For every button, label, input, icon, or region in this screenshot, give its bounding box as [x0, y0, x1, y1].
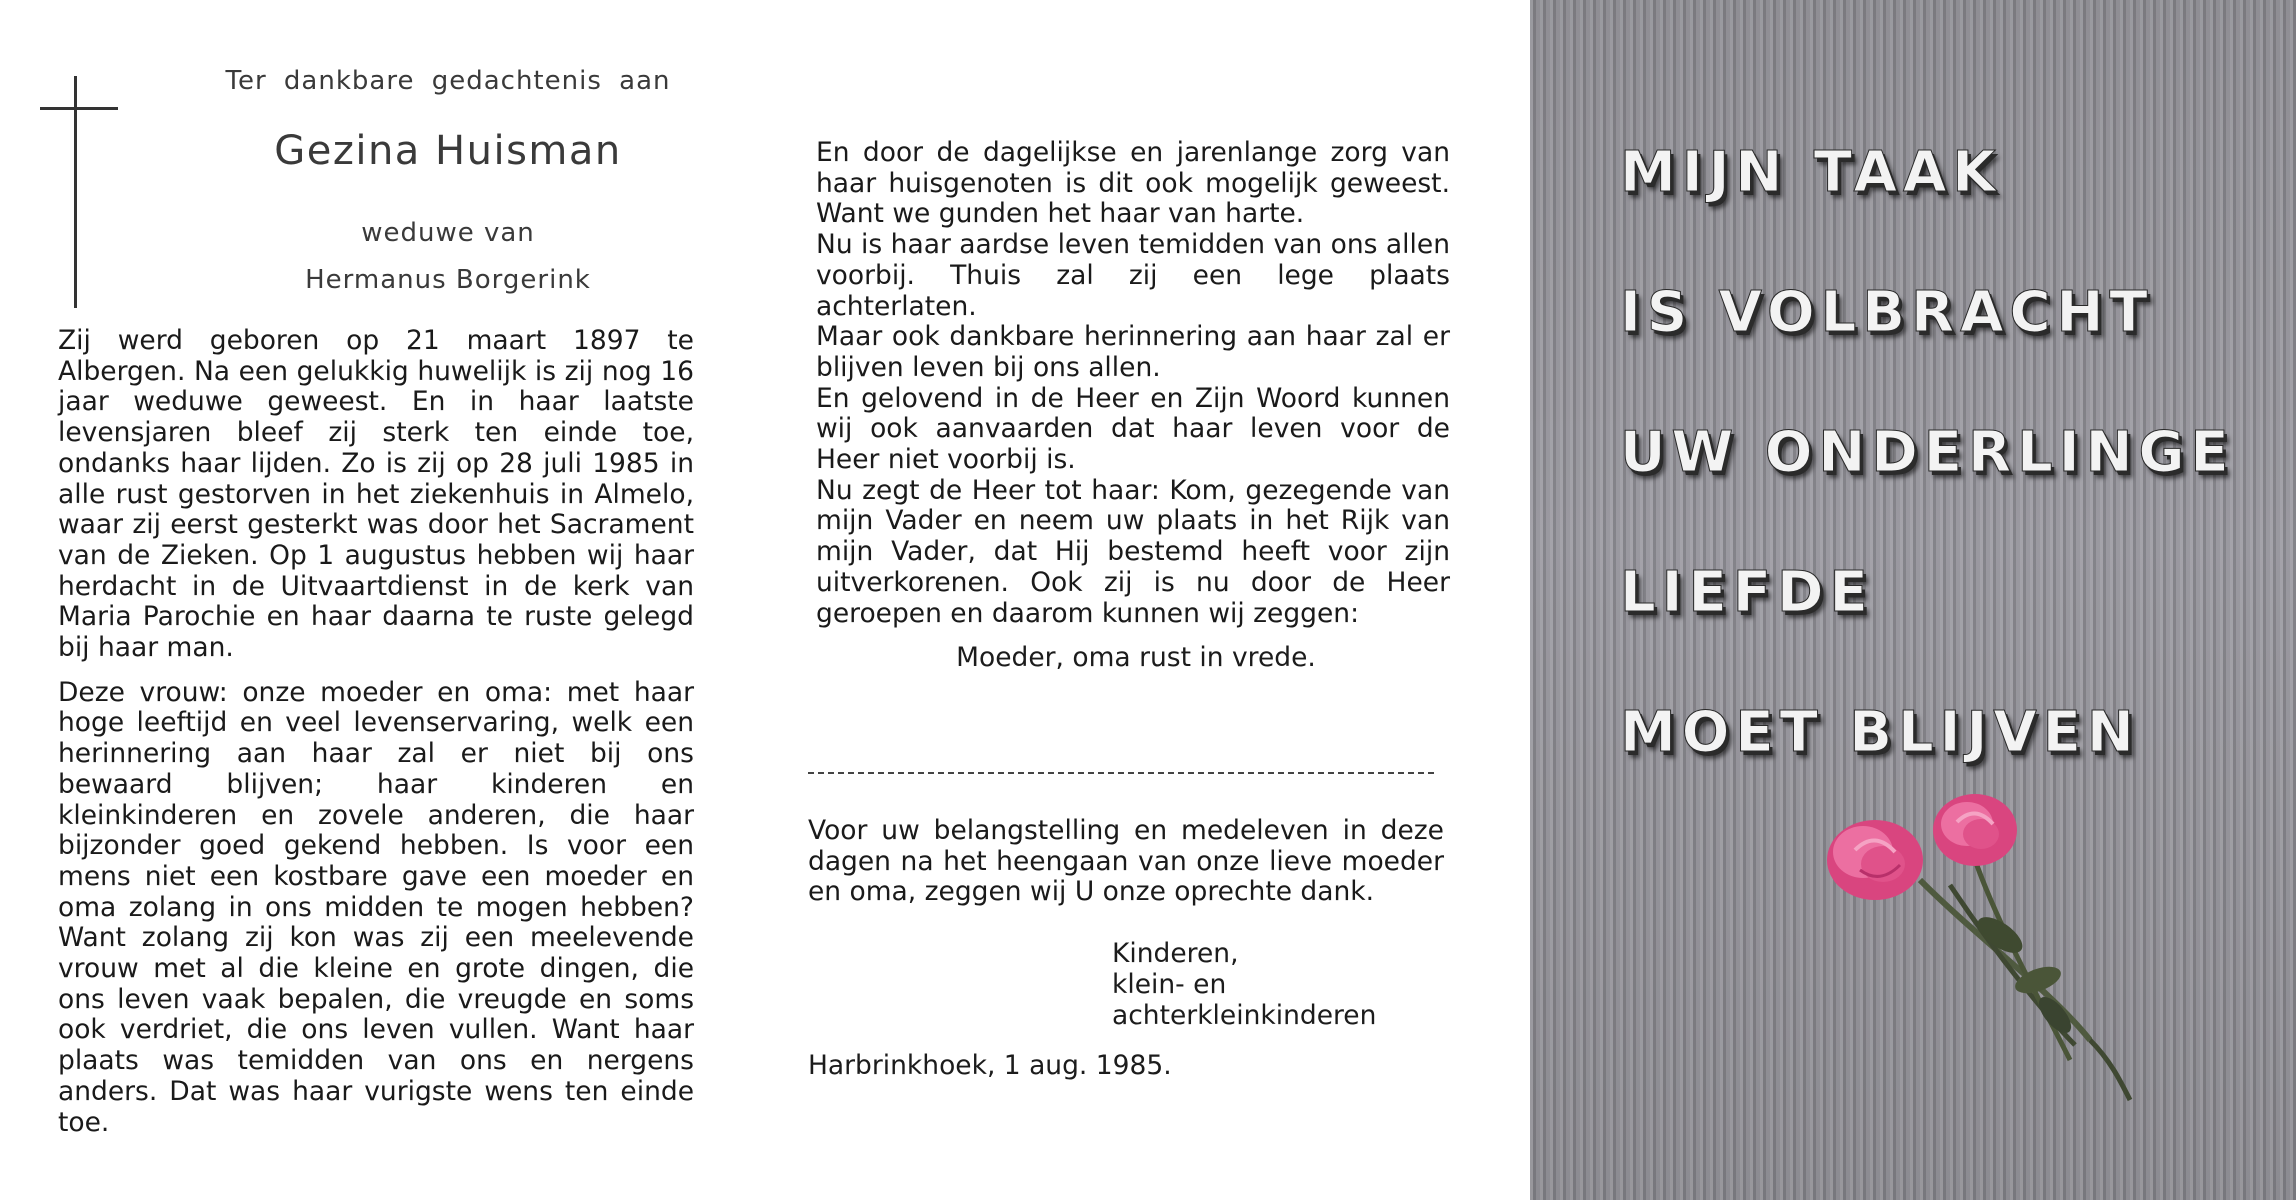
rose-bloom [1933, 794, 2017, 866]
cross-icon [74, 76, 77, 308]
faith-paragraph: Nu zegt de Heer tot haar: Kom, gezegende van mijn Vader en neem uw plaats in het Rijk van mijn Vader, dat Hij bestemd heeft voor zijn uitverkorenen. Ook zij is nu door de Heer geroepen en daarom kunnen wij zeggen: [816, 474, 1450, 629]
memorial-photo [1530, 0, 2296, 1200]
signer-line: Kinderen, [1112, 938, 1239, 969]
place-date: Harbrinkhoek, 1 aug. 1985. [808, 1050, 1172, 1081]
biography-paragraph: Zij werd geboren op 21 maart 1897 te Albergen. Na een gelukkig huwelijk is zij nog 16 jaar weduwe geweest. En in haar laatste levensjaren bleef zij sterk ten einde toe, ondanks haar lijden. Zo is zij op 28 juli 1985 in alle rust gestorven in het ziekenhuis in Almelo, waar zij eerst gesterkt was door het Sacrament van de Zieken. Op 1 augustus hebben wij haar herdacht in de Uitvaartdienst in de kerk van Maria Parochie en haar daarna te ruste gelegd bij haar man. [58, 325, 694, 664]
thanks-text: Voor uw belangstelling en medeleven in deze dagen na het heengaan van onze lieve moeder en oma, zeggen wij U onze oprechte dank. [808, 815, 1444, 908]
verse-line: IS VOLBRACHT [1620, 280, 2154, 345]
cross-icon-bar [40, 107, 118, 110]
deceased-name: Gezina Huisman [274, 128, 622, 174]
husband-name: Hermanus Borgerink [305, 265, 591, 295]
dashed-divider [808, 772, 1434, 774]
verse-line: MIJN TAAK [1620, 140, 2002, 205]
faith-paragraph: Nu is haar aardse leven temidden van ons allen voorbij. Thuis zal zij een lege plaats achterlaten. [816, 229, 1450, 322]
signer-line: klein- en [1112, 969, 1227, 1000]
verse-line: MOET BLIJVEN [1620, 700, 2140, 765]
signer-line: achterkleinkinderen [1112, 1000, 1377, 1031]
verse-line: LIEFDE [1620, 560, 1874, 625]
roses-icon [1530, 0, 2296, 1200]
closing-line: Moeder, oma rust in vrede. [956, 642, 1316, 673]
rose-bloom [1827, 820, 1923, 900]
widow-of-label: weduwe van [361, 218, 535, 248]
verse-line: UW ONDERLINGE [1620, 420, 2235, 485]
signers [1112, 938, 1376, 1031]
faith-paragraph: Maar ook dankbare herinnering aan haar zal er blijven leven bij ons allen. [816, 321, 1450, 383]
thanks-paragraph [808, 816, 1444, 908]
faith-paragraph: En gelovend in de Heer en Zijn Woord kunnen wij ook aanvaarden dat haar leven voor de Heer niet voorbij is. [816, 382, 1450, 476]
biography-column [58, 326, 694, 1138]
intro-line: Ter dankbare gedachtenis aan [225, 66, 671, 96]
faith-column [816, 138, 1450, 629]
faith-paragraph: En door de dagelijkse en jarenlange zorg van haar huisgenoten is dit ook mogelijk geweest. Want we gunden het haar van harte. [816, 137, 1450, 230]
biography-paragraph: Deze vrouw: onze moeder en oma: met haar hoge leeftijd en veel levenservaring, welk een herinnering aan haar zal er niet bij ons bewaard blijven; haar kinderen en kleinkinderen en zovele anderen, die haar bijzonder goed gekend hebben. Is voor een mens niet een kostbare gave een moeder en oma zolang in ons midden te mogen hebben? Want zolang zij kon was zij een meelevende vrouw met al die kleine en grote dingen, die ons leven vaak bepalen, die vreugde en soms ook verdriet, die ons leven vullen. Want haar plaats was temidden van ons en nergens anders. Dat was haar vurigste wens ten einde toe. [58, 676, 694, 1138]
